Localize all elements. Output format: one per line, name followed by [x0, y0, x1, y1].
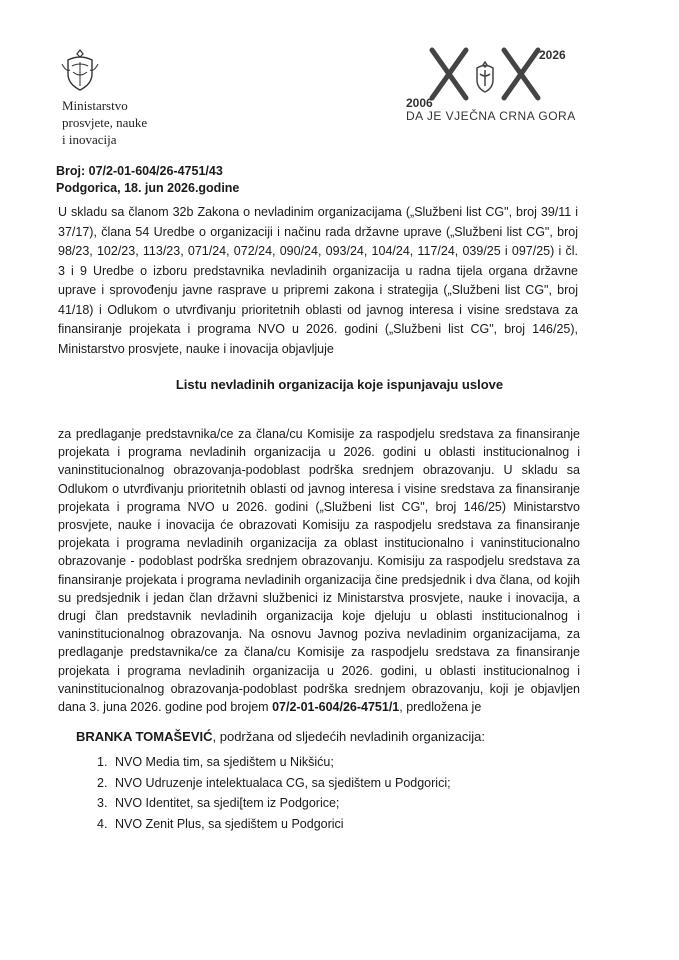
- document-reference: [56, 163, 239, 197]
- list-item-number: 1.: [97, 755, 108, 769]
- anniversary-year-end: 2026: [539, 48, 566, 62]
- list-item: [97, 814, 451, 835]
- anniversary-motto: DA JE VJEČNA CRNA GORA: [406, 109, 576, 123]
- reference-place-date: Podgorica, 18. jun 2026.godine: [56, 181, 240, 195]
- body-tail: , predložena je: [399, 700, 482, 715]
- ministry-name: [62, 97, 147, 148]
- list-item-text: NVO Identitet, sa sjedi[tem iz Podgorice;: [115, 796, 340, 810]
- ministry-name-line-3: i inovacija: [62, 132, 117, 147]
- list-item-text: NVO Media tim, sa sjedištem u Nikšiću;: [115, 755, 334, 769]
- body-paragraph: [58, 425, 580, 716]
- organization-list: [97, 752, 451, 834]
- body-text: za predlaganje predstavnika/ce za člana/cu Komisije za raspodjelu sredstava za finansiranje projekata i programa nevladinih organizacija u 2026. godini u oblasti institucionalnog i vaninstitucionalnog obrazovanja-podoblast podrška srednjem obrazovanju. U skladu sa Odlukom o utvrđivanju prioritetnih oblasti od javnog interesa i visine sredstava za finansiranje projekata i programa NVO u 2026. godini („Službeni list CG", broj 146/25) Ministarstvo prosvjete, nauke i inovacija će obrazovati Komisiju za raspodjelu sredstava za finansiranje projekata i programa nevladinih organizacija za oblast institucionalno i vaninstitucionalno obrazovanje - podoblast podrška srednjem obrazovanju. Komisiju za raspodjelu sredstava za finansiranje projekata i programa nevladinih organizacija čine predsjednik i dva člana, od kojih su predsjednik i jedan član državni službenici iz Ministarstva prosvjete, nauke i inovacija, a drugi član predstavnik nevladinih organizacija koje djeluju u oblasti institucionalnog i vaninstitucionalnog obrazovanja. Na osnovu Javnog poziva nevladinim organizacijama, za predlaganje predstavnika/ce za člana/cu Komisije za raspodjelu sredstava za finansiranje projekata i programa nevladinih organizacija u 2026. godini, u oblasti institucionalnog i vaninstitucionalnog obrazovanja-podoblast podrška srednjem obrazovanju, koji je objavljen dana 3. juna 2026. godine pod brojem: [58, 427, 580, 715]
- list-item: [97, 773, 451, 794]
- list-item-text: NVO Zenit Plus, sa sjedištem u Podgorici: [115, 816, 344, 831]
- document-heading: Listu nevladinih organizacija koje ispunjavaju uslove: [175, 377, 504, 392]
- coat-of-arms-icon: [60, 48, 100, 94]
- anniversary-year-start: 2006: [406, 96, 433, 110]
- list-item-text: NVO Udruzenje intelektualaca CG, sa sjedištem u Podgorici;: [115, 775, 451, 790]
- list-item: [97, 752, 451, 773]
- ministry-name-line-1: Ministarstvo: [62, 98, 128, 113]
- list-item-number: 3.: [97, 796, 108, 810]
- nominee-text: , podržana od sljedećih nevladinih organizacija:: [212, 729, 485, 744]
- ministry-name-line-2: prosvjete, nauke: [62, 115, 148, 130]
- body-reference-number: 07/2-01-604/26-4751/1: [272, 700, 400, 715]
- reference-number: Broj: 07/2-01-604/26-4751/43: [56, 164, 223, 178]
- nominee-line: [76, 729, 485, 744]
- list-item-number: 4.: [97, 816, 108, 831]
- list-item-number: 2.: [97, 775, 108, 790]
- nominee-name: BRANKA TOMAŠEVIĆ: [76, 729, 213, 744]
- anniversary-logo: [404, 40, 584, 136]
- intro-paragraph: U skladu sa članom 32b Zakona o nevladinim organizacijama („Službeni list CG", broj 39/11 i 37/17), člana 54 Uredbe o organizaciji i načinu rada državne uprave („Službeni list CG", broj 98/23, 102/23, 113/23, 071/24, 072/24, 090/24, 093/24, 104/24, 117/24, 039/25 i 097/25) i čl. 3 i 9 Uredbe o izboru predstavnika nevladinih organizacija u radna tijela organa državne uprave i sprovođenju javne rasprave u pripremi zakona i strategija („Službeni list CG", broj 41/18) i Odlukom o utvrđivanju prioritetnih oblasti od javnog interesa i visine sredstava za finansiranje projekata i programa NVO u 2026. godini („Službeni list CG", broj 146/25), Ministarstvo prosvjete, nauke i inovacija objavljuje: [58, 205, 578, 356]
- list-item: [97, 793, 451, 814]
